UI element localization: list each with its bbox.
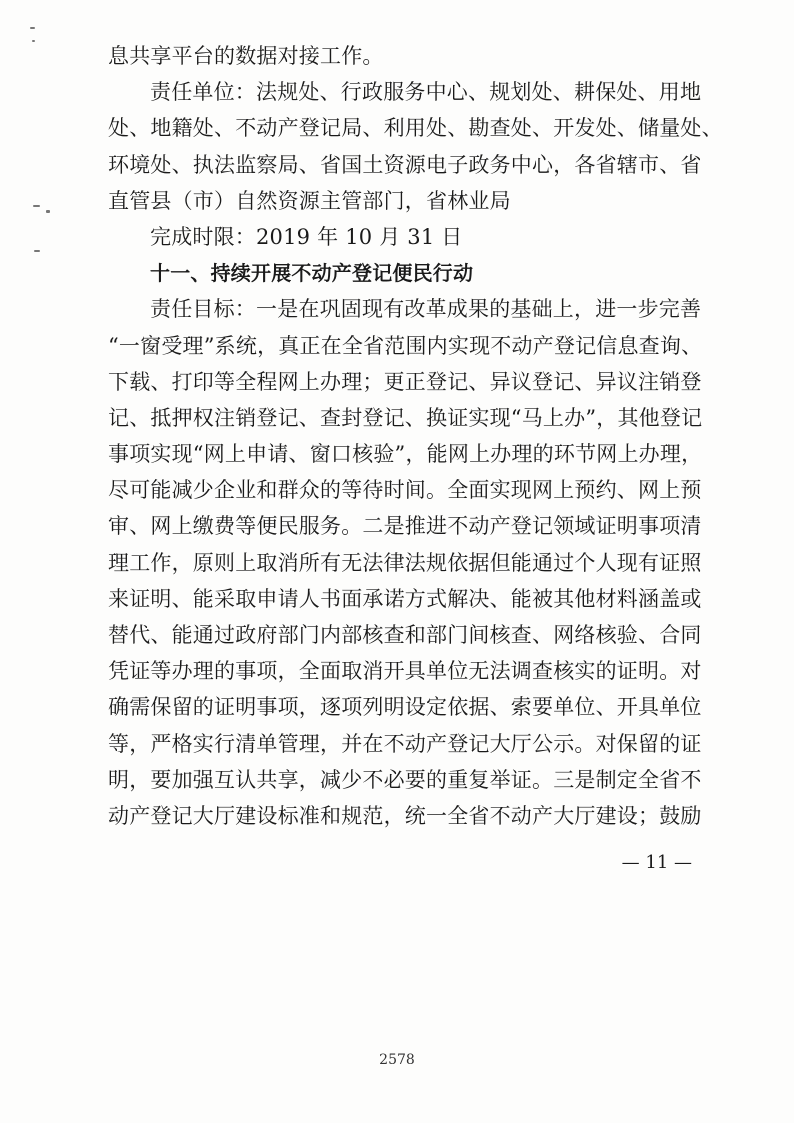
scan-speck [30, 27, 35, 29]
scan-speck [33, 205, 40, 207]
scan-speck [34, 250, 40, 252]
text-line: 直管县（市）自然资源主管部门，省林业局 [108, 188, 511, 213]
text-line: 责任单位：法规处、行政服务中心、规划处、耕保处、用地 [150, 80, 702, 105]
text-line: 尽可能减少企业和群众的等待时间。全面实现网上预约、网上预 [108, 478, 702, 503]
scan-speck [46, 210, 50, 213]
scan-speck [32, 40, 35, 42]
text-line: 事项实现“网上申请、窗口核验”，能网上办理的环节网上办理， [108, 442, 703, 467]
text-line: 责任目标：一是在巩固现有改革成果的基础上，进一步完善 [150, 297, 702, 322]
text-line: 动产登记大厅建设标准和规范，统一全省不动产大厅建设；鼓励 [108, 803, 702, 828]
text-line: 环境处、执法监察局、省国土资源电子政务中心，各省辖市、省 [108, 152, 702, 177]
text-line: 息共享平台的数据对接工作。 [108, 44, 384, 68]
text-line: “一窗受理”系统，真正在全省范围内实现不动产登记信息查询、 [108, 333, 703, 358]
text-line: 记、抵押权注销登记、查封登记、换证实现“马上办”，其他登记 [108, 405, 703, 430]
footer-number: 2578 [379, 1052, 415, 1068]
text-line: 确需保留的证明事项，逐项列明设定依据、索要单位、开具单位 [108, 695, 702, 720]
text-line: 等，严格实行清单管理，并在不动产登记大厅公示。对保留的证 [108, 731, 702, 756]
text-line: 明，要加强互认共享，减少不必要的重复举证。三是制定全省不 [108, 767, 702, 792]
text-line: 完成时限：2019 年 10 月 31 日 [150, 224, 463, 249]
text-line: 审、网上缴费等便民服务。二是推进不动产登记领域证明事项清 [108, 514, 702, 539]
text-line: 来证明、能采取申请人书面承诺方式解决、能被其他材料涵盖或 [108, 586, 702, 611]
text-line: 理工作，原则上取消所有无法律法规依据但能通过个人现有证照 [108, 550, 702, 575]
section-heading: 十一、持续开展不动产登记便民行动 [150, 261, 474, 286]
text-line: 替代、能通过政府部门内部核查和部门间核查、网络核验、合同 [108, 623, 702, 647]
document-body [108, 38, 723, 834]
text-line: 凭证等办理的事项，全面取消开具单位无法调查核实的证明。对 [108, 659, 702, 684]
page-number: — 11 — [621, 852, 692, 873]
text-line: 下载、打印等全程网上办理；更正登记、异议登记、异议注销登 [108, 369, 702, 394]
text-line: 处、地籍处、不动产登记局、利用处、勘查处、开发处、储量处、 [108, 116, 723, 141]
